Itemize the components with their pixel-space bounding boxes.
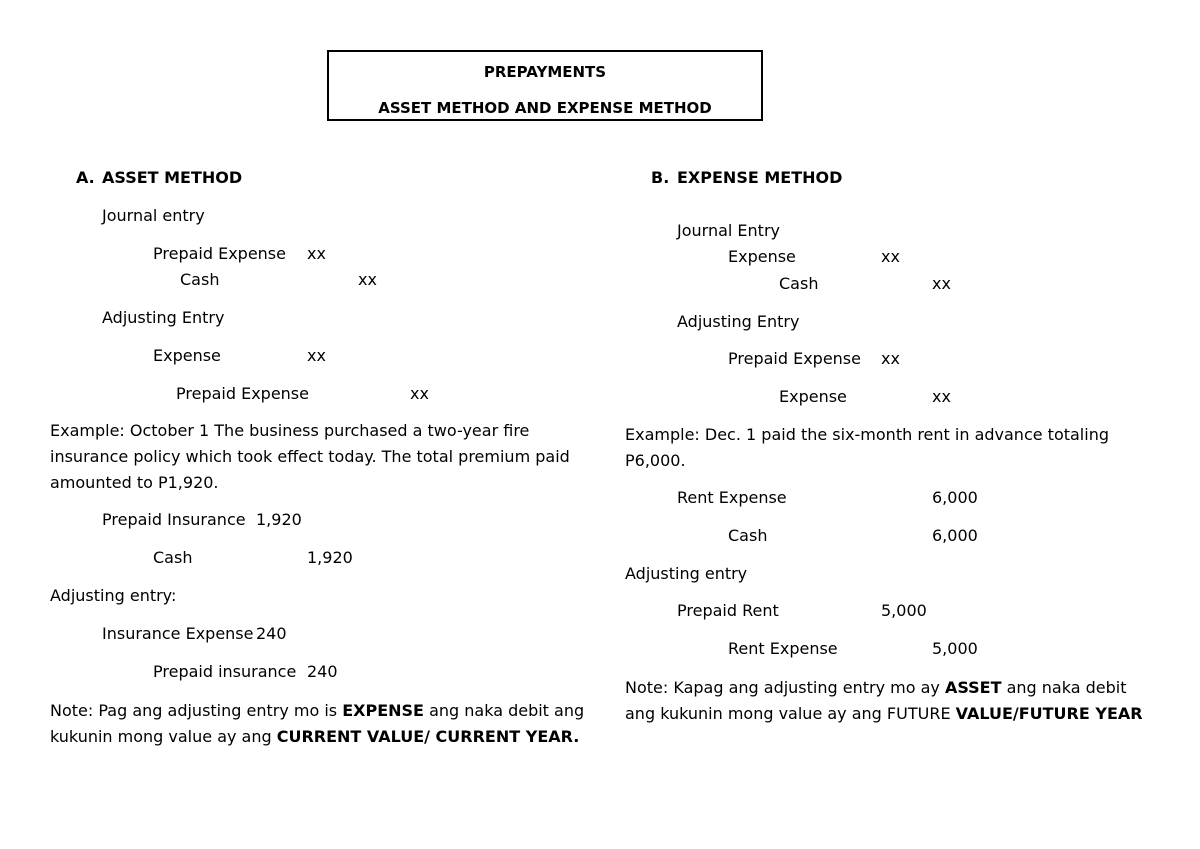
asset-example-credit-account: Cash: [153, 548, 193, 567]
asset-note-emphasis: EXPENSE: [342, 701, 424, 720]
expense-example-credit-amount: 6,000: [932, 526, 978, 545]
asset-example-adjusting-debit-amount: 240: [256, 624, 287, 643]
expense-section-heading: EXPENSE METHOD: [677, 168, 843, 187]
asset-example-text: Example: October 1 The business purchased a two-year fire insurance policy which took effect today. The total premium paid amounted to P1,920.: [50, 421, 570, 492]
expense-adjusting-label: Adjusting Entry: [677, 312, 800, 331]
expense-note-text: Note: Kapag ang adjusting entry mo ay: [625, 678, 945, 697]
asset-journal-credit-account: Cash: [180, 270, 220, 289]
asset-example-adjusting-debit-account: Insurance Expense: [102, 624, 254, 643]
asset-example-adjusting-credit-account: Prepaid insurance: [153, 662, 297, 681]
expense-journal-debit-account: Expense: [728, 247, 796, 266]
expense-journal-debit-amount: xx: [881, 247, 900, 266]
expense-example-adjusting-credit-account: Rent Expense: [728, 639, 838, 658]
expense-example-adjusting-debit-amount: 5,000: [881, 601, 927, 620]
asset-adjusting-debit-account: Expense: [153, 346, 221, 365]
asset-example-adjusting-label: Adjusting entry:: [50, 586, 177, 605]
asset-journal-label: Journal entry: [102, 206, 205, 225]
asset-example-adjusting-credit-amount: 240: [307, 662, 338, 681]
asset-note: [50, 698, 590, 750]
expense-adjusting-debit-account: Prepaid Expense: [728, 349, 861, 368]
expense-adjusting-credit-amount: xx: [932, 387, 951, 406]
expense-adjusting-debit-amount: xx: [881, 349, 900, 368]
asset-example-debit-amount: 1,920: [256, 510, 302, 529]
expense-note: [625, 675, 1155, 727]
page-subtitle: ASSET METHOD AND EXPENSE METHOD: [378, 99, 712, 117]
asset-example-debit-account: Prepaid Insurance: [102, 510, 246, 529]
title-box: [327, 50, 763, 121]
asset-adjusting-label: Adjusting Entry: [102, 308, 225, 327]
expense-note-text-cont: ang naka debit ang kukunin mong value ay ang FUTURE: [625, 678, 1127, 723]
expense-journal-credit-amount: xx: [932, 274, 951, 293]
expense-example-credit-account: Cash: [728, 526, 768, 545]
asset-example-credit-amount: 1,920: [307, 548, 353, 567]
asset-adjusting-credit-account: Prepaid Expense: [176, 384, 309, 403]
asset-note-emphasis-2: CURRENT VALUE/ CURRENT YEAR.: [276, 727, 580, 746]
expense-example-adjusting-credit-amount: 5,000: [932, 639, 978, 658]
asset-section-heading: ASSET METHOD: [102, 168, 243, 187]
expense-journal-credit-account: Cash: [779, 274, 819, 293]
asset-journal-debit-account: Prepaid Expense: [153, 244, 286, 263]
asset-note-text: Note: Pag ang adjusting entry mo is: [50, 701, 343, 720]
asset-journal-debit-amount: xx: [307, 244, 326, 263]
expense-example-adjusting-debit-account: Prepaid Rent: [677, 601, 779, 620]
asset-adjusting-credit-amount: xx: [410, 384, 429, 403]
asset-note-text-cont: ang naka debit ang kukunin mong value ay ang: [50, 701, 585, 746]
expense-adjusting-credit-account: Expense: [779, 387, 847, 406]
expense-note-emphasis-2: VALUE/FUTURE YEAR: [955, 704, 1143, 723]
asset-section-letter: A.: [76, 168, 95, 187]
expense-example-debit-account: Rent Expense: [677, 488, 787, 507]
expense-section-letter: B.: [651, 168, 670, 187]
expense-example-text: Example: Dec. 1 paid the six-month rent in advance totaling P6,000.: [625, 425, 1109, 470]
expense-example-debit-amount: 6,000: [932, 488, 978, 507]
expense-example-adjusting-label: Adjusting entry: [625, 564, 748, 583]
page-title: PREPAYMENTS: [483, 63, 607, 81]
asset-journal-credit-amount: xx: [358, 270, 377, 289]
expense-note-emphasis: ASSET: [944, 678, 1002, 697]
asset-adjusting-debit-amount: xx: [307, 346, 326, 365]
expense-journal-label: Journal Entry: [677, 221, 780, 240]
